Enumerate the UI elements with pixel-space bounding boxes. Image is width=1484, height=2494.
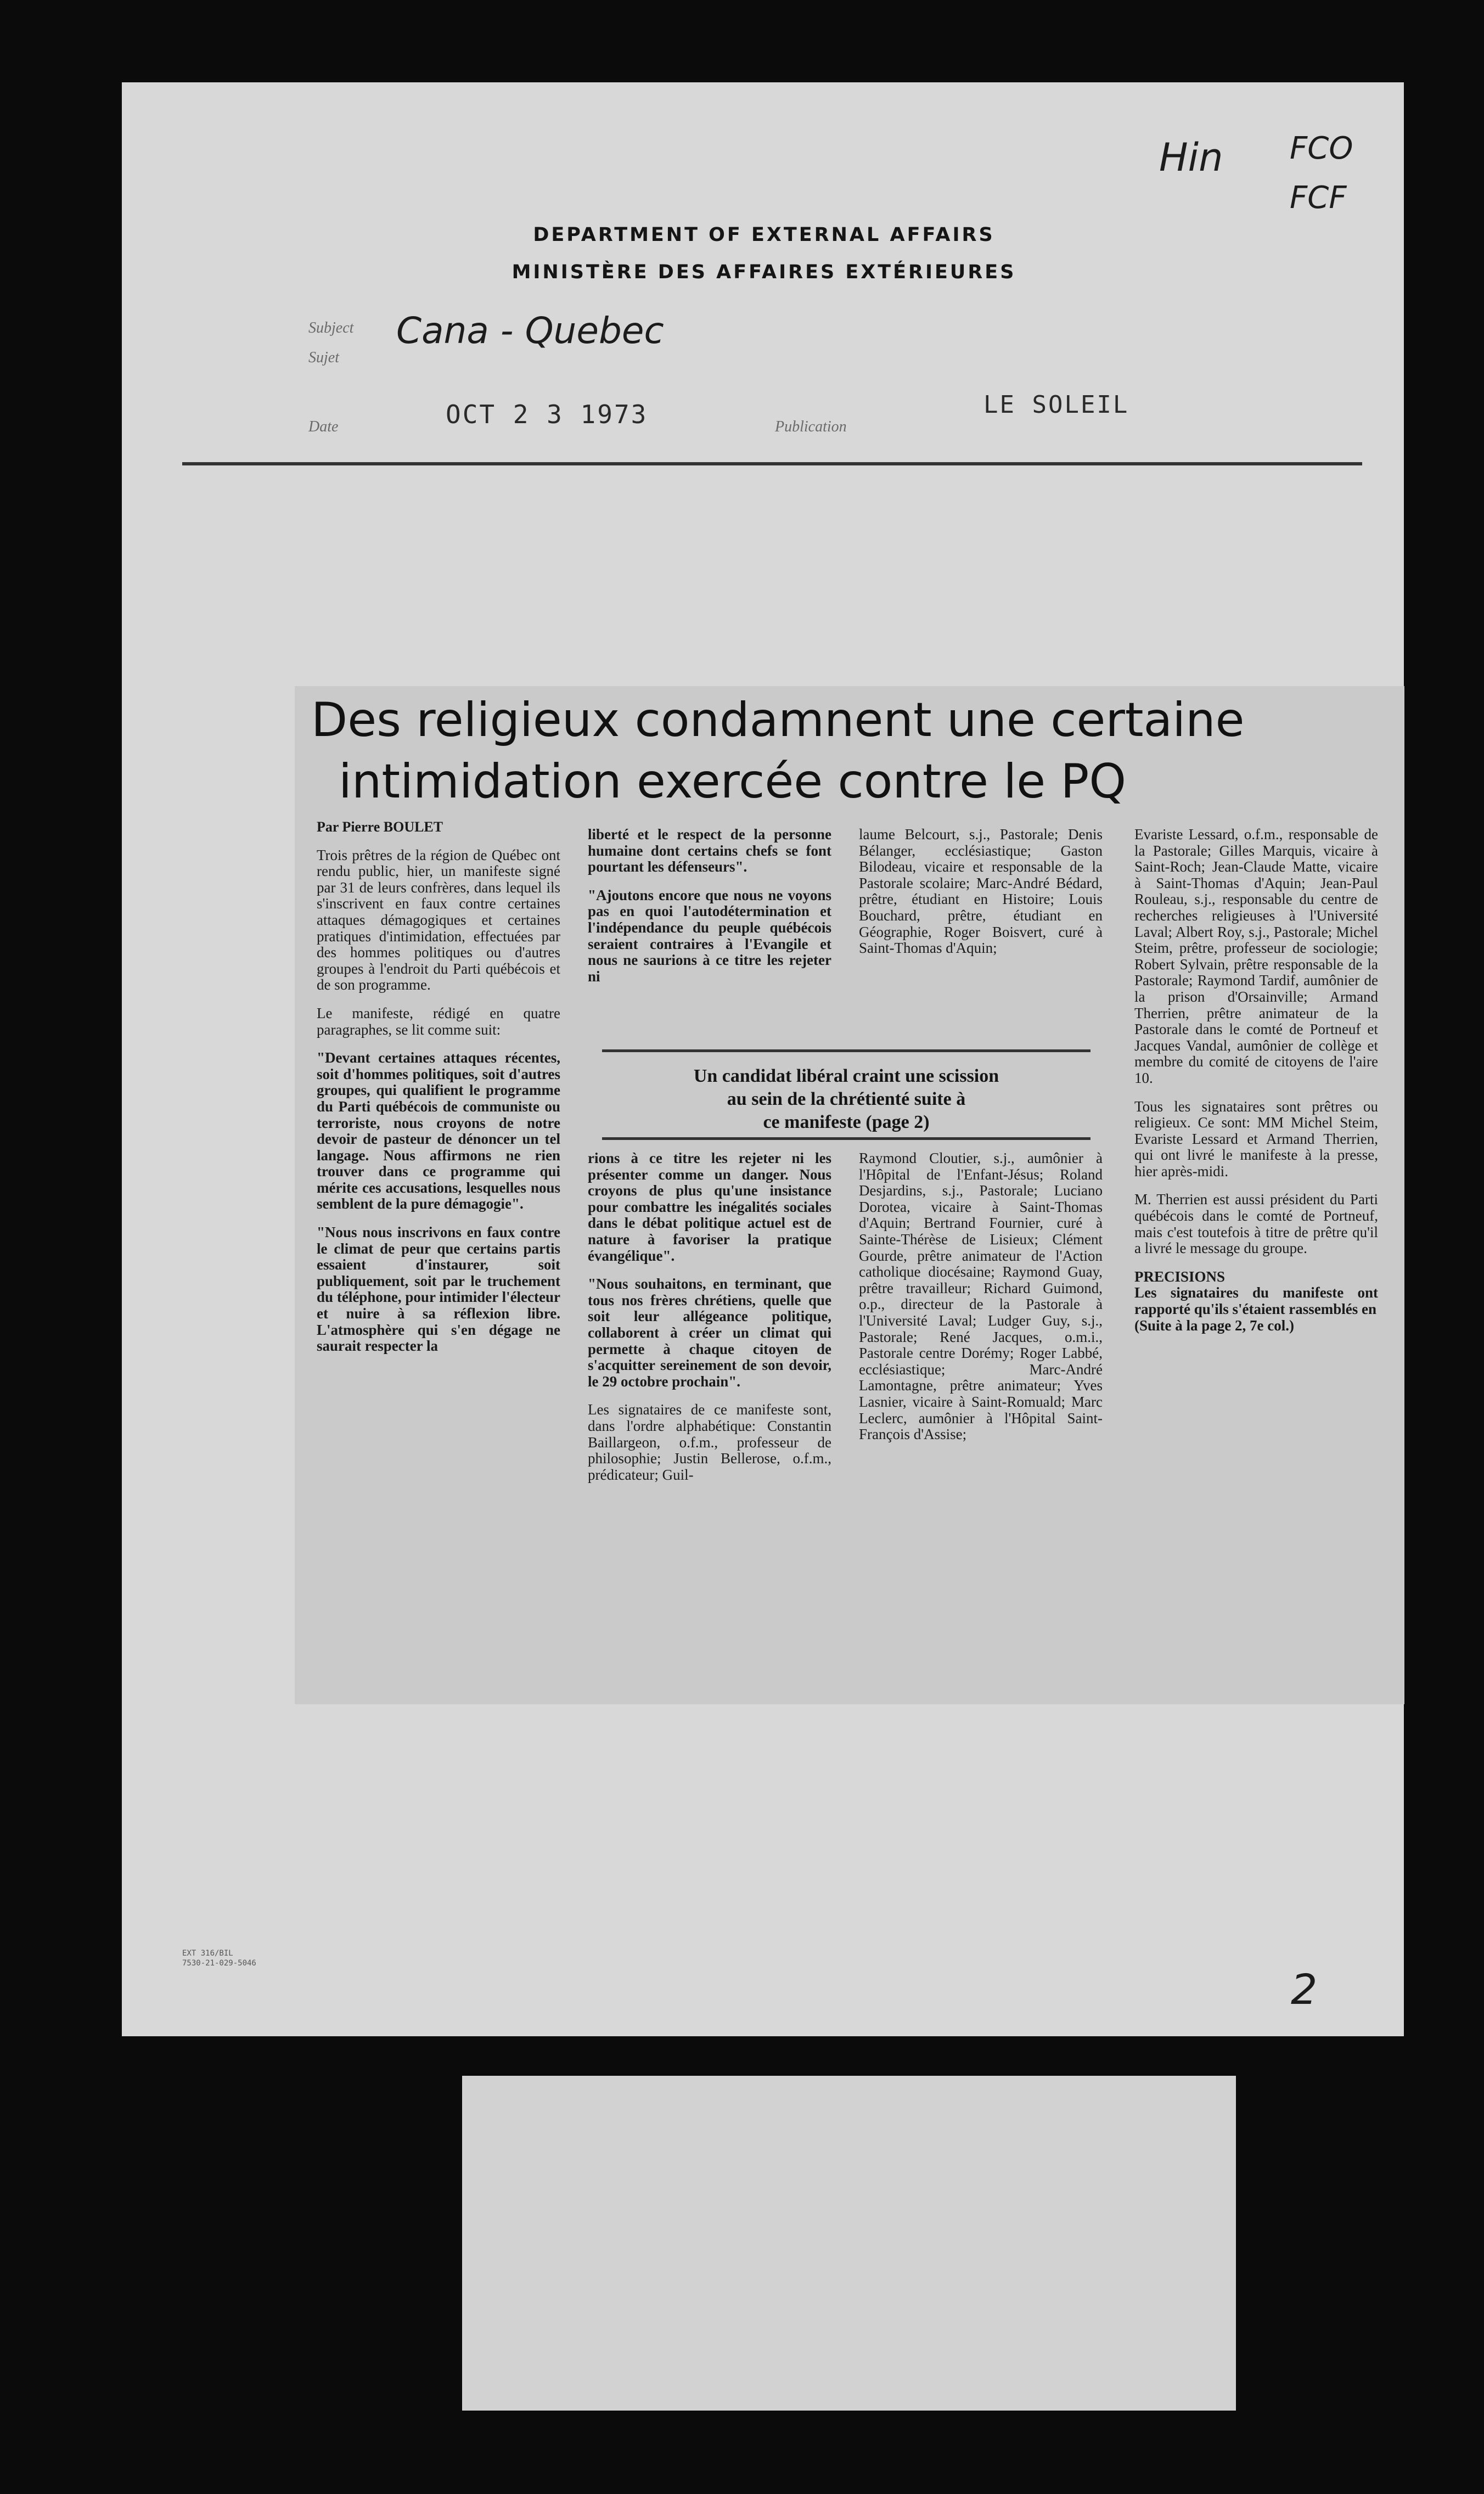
sub-headline-line3: ce manifeste (page 2) [763,1112,930,1132]
dept-name-english: DEPARTMENT OF EXTERNAL AFFAIRS [533,224,995,246]
subject-label-en: Subject [308,319,354,336]
dept-name-french: MINISTÈRE DES AFFAIRES EXTÉRIEURES [511,261,1016,283]
handwritten-subject: Cana - Quebec [396,310,664,352]
date-label: Date [308,418,339,435]
col1-para-2: Le manifeste, rédigé en quatre paragraphes, se lit comme suit: [317,1004,560,1038]
col2-para-3: rions à ce titre les rejeter ni les présenter comme un danger. Nous croyons de plus qu'une insistance pour combattre les inégalités sociales dans le débat politique actuel est de nature à favoriser la pratique évangélique". [588,1150,831,1264]
precisions-heading: PRECISIONS [1134,1268,1226,1285]
col4-para-2: Tous les signataires sont prêtres ou religieux. Ce sont: MM Michel Steim, Evariste Lessard et Armand Therrien, qui ont livré le manifeste à la presse, hier après-midi. [1134,1098,1378,1179]
header-rule [182,462,1362,465]
handwritten-fco: FCO [1290,131,1353,166]
subject-label-fr: Sujet [308,349,339,366]
byline: Par Pierre BOULET [317,819,443,835]
newspaper-clipping [295,686,1404,1704]
form-code-line2: 7530-21-029-5046 [182,1959,256,1968]
handwritten-initials: Hin [1159,135,1223,180]
article-column-3-bottom [859,1150,1103,1443]
col1-para-3: "Devant certaines attaques récentes, soit d'hommes politiques, soit d'autres groupes, qui qualifient le programme du Parti québécois de communiste ou terroriste, nous croyons de notre devoir de pasteur de dénoncer un tel langage. Nous affirmons ne rien trouver dans ce programme qui mérite ces accusations, lesquelles nous semblent de la pure démagogie". [317,1049,560,1212]
col2-para-5: Les signataires de ce manifeste sont, dans l'ordre alphabétique: Constantin Baillargeon, o.f.m., professeur de philosophie; Justin Bellerose, o.f.m., prédicateur; Guil- [588,1401,831,1483]
sub-headline-line2: au sein de la chrétienté suite à [727,1089,966,1109]
publication-stamp: LE SOLEIL [983,391,1129,419]
sub-headline-line1: Un candidat libéral craint une scission [693,1066,999,1086]
article-column-2-top [588,827,831,985]
col2-para-1: liberté et le respect de la personne humaine dont certains chefs se font pourtant les défenseurs". [588,826,831,875]
col1-para-4: "Nous nous inscrivons en faux contre le climat de peur que certains partis essaient d'instaurer, soit publiquement, soit par le truchement du téléphone, pour intimider l'électeur et nuire à sa réflexion libre. L'atmosphère qui s'en dégage ne saurait respecter la [317,1224,560,1355]
col4-para-3: M. Therrien est aussi président du Parti québécois dans le comté de Portneuf, mais c'est toutefois à titre de prêtre qu'il a livré le message du groupe. [1134,1191,1378,1257]
col2-para-2: "Ajoutons encore que nous ne voyons pas en quoi l'autodétermination et l'indépendance du peuple québécois seraient contraires à l'Evangile et nous ne saurions à ce titre les rejeter ni [588,886,831,985]
blank-paper-slip [462,2076,1236,2411]
continued-note: (Suite à la page 2, 7e col.) [1134,1317,1294,1334]
handwritten-page-number: 2 [1291,1965,1318,2014]
date-stamp: OCT 2 3 1973 [446,400,648,429]
precisions-text: Les signataires du manifeste ont rapporté qu'ils s'étaient rassemblés en [1134,1284,1378,1318]
col1-para-1: Trois prêtres de la région de Québec ont rendu public, hier, un manifeste signé par 31 de leurs confrères, dans lequel ils s'inscrivent en faux contre certaines attaques démagogiques et certaines pratiques d'intimidation, effectuées par des hommes politiques ou d'autres groupes à l'endroit du Parti québécois et de son programme. [317,846,560,993]
col3-para-2: Raymond Cloutier, s.j., aumônier à l'Hôpital de l'Enfant-Jésus; Roland Desjardins, s.j., Pastorale; Luciano Dorotea, vicaire à Saint-Thomas d'Aquin; Bertrand Fournier, curé à Sainte-Thérèse de Lisieux; Clément Gourde, prêtre animateur de l'Action catholique diocésaine; Raymond Guay, prêtre travailleur; Richard Guimond, o.p., directeur de la Pastorale à l'Université Laval; Ludger Guy, s.j., Pastorale; René Jacques, o.m.i., Pastorale centre Dorémy; Roger Labbé, ecclésiastique; Marc-André Lamontagne, prêtre animateur; Yves Lasnier, vicaire à Saint-Romuald; Marc Leclerc, aumônier à l'Hôpital Saint-François d'Assise; [859,1150,1103,1443]
article-column-3-top [859,827,1103,957]
form-code [182,1948,256,1968]
article-column-1 [317,819,560,1355]
article-column-2-bottom [588,1150,831,1483]
sub-headline-box [591,1065,1101,1134]
headline-line1: Des religieux condamnent une certaine [311,693,1245,748]
handwritten-fcf: FCF [1290,180,1347,216]
document-sheet [122,82,1404,2036]
col4-para-1: Evariste Lessard, o.f.m., responsable de la Pastorale; Gilles Marquis, vicaire à Saint-Roch; Jean-Claude Matte, vicaire à Saint-Thomas d'Aquin; Jean-Paul Rouleau, s.j., responsable du centre de recherches religieuses à l'Université Laval; Albert Roy, s.j., Pastorale; Michel Steim, prêtre, professeur de sociologie; Robert Sylvain, prêtre responsable de la Pastorale; Raymond Tardif, aumônier de la prison d'Orsainville; Armand Therrien, prêtre animateur de la Pastorale dans le comté de Portneuf et Jacques Vandal, aumônier de collège et membre du comité de citoyens de l'aire 10. [1134,826,1378,1086]
form-code-line1: EXT 316/BIL [182,1949,233,1958]
headline-line2: intimidation exercée contre le PQ [339,754,1127,809]
article-column-4 [1134,827,1378,1334]
box-rule-bottom [602,1137,1090,1140]
box-rule-top [602,1049,1090,1052]
col2-para-4: "Nous souhaitons, en terminant, que tous nos frères chrétiens, quelle que soit leur allégeance politique, collaborent à créer un climat qui permette à chaque citoyen de s'acquitter sereinement de son devoir, le 29 octobre prochain". [588,1276,831,1390]
col3-para-1: laume Belcourt, s.j., Pastorale; Denis Bélanger, ecclésiastique; Gaston Bilodeau, vicaire et responsable de la Pastorale scolaire; Marc-André Bédard, prêtre, étudiant en Histoire; Louis Bouchard, prêtre, étudiant en Géographie, Roger Boisvert, curé à Saint-Thomas d'Aquin; [859,826,1103,957]
publication-label: Publication [775,418,847,435]
